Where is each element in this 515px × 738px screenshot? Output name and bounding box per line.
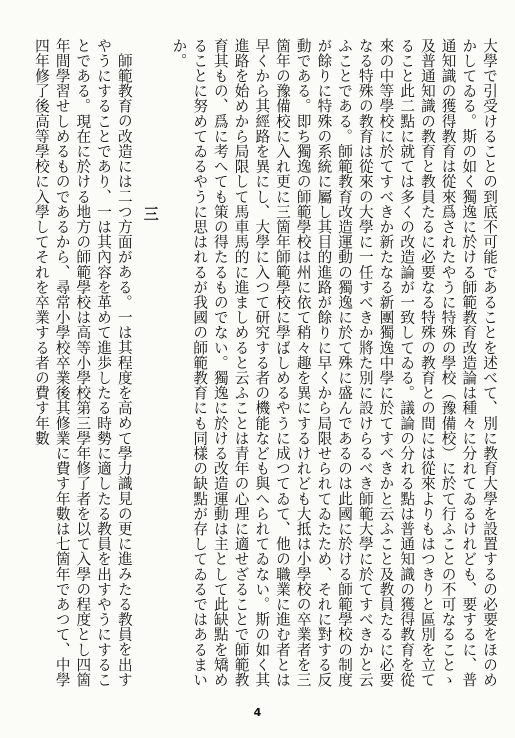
- body-paragraph-1: 大學で引受けることの到底不可能であることを述べて、別に教育大學を設置するの必要をほのめかしてゐる。斯の如く獨逸に於ける師範教育改造論は種々に分れてゐるけれども、要するに、普通知識の獲得教育は從來爲されたやうに特殊の學校（豫備校）に於て行ふことの不可なることゝ及普通知識の教育と教員たるに必要なる特殊の教育との間には從來よりもはつきりと區別を立てること此二點に就ては多くの改造論が一致してゐる。議論の分れる點は普通知識の獲得教育を從來の中等學校に於てすべきか新たなる新團獨逸中學に於てすべきかと云ふこと及教員たるに必要なる特殊の教育は從來の大學に一任すべきか將た別に設けらるべき師範大學に於てすべきかと云ふことである。師範教育改造運動の獨逸に於て殊に盛んであるのは此國に於ける師範學校の制度が餘りに特殊の系統に屬し其目的進路が餘りに早くから局限せられてゐたため、それに對する反動である。即ち獨逸の師範學校は州に依て稍々趣を異にするけれども大抵は小學校の卒業者を三箇年の豫備校に入れ更に三箇年師範學校に學ばしめるやうに成つてゐて、他の職業に進む者とは早くから其經路を異にし、大學に入つて研究する者の機能なども與へられてゐない。斯の如く其進路を始めから局限して馬車馬的に進ましめると云ふことは青年の心理に適せざることで師範教育其もの、爲に考へても策の得たるものでない。獨逸に於ける改造運動は主として此缺點を矯めることに努めてゐるやうに思はれるが我國の師範教育にも同樣の缺點が存してゐるではあるまいか。: [170, 38, 498, 688]
- body-paragraph-2: 師範教育の改造には二つ方面がある。一は其程度を高めて學力識見の更に進みたる教員を出すやうにすることであり、一は其內容を革めて進歩したる時勢に適したる教員を出すやうにすることである。現在に於ける地方の師範學校は高等小學校第三學年修了者を以て入學の程度とし四箇年間學習せしめるものであるから、尋常小學校卒業後其修業に費す年數は七箇年であつて、中學四年修了後高等學校に入學してそれを卒業する者の費す年數: [32, 38, 133, 688]
- vertical-text-body: [13, 38, 499, 696]
- section-heading: 三: [141, 206, 160, 223]
- page-number: 4: [253, 706, 262, 719]
